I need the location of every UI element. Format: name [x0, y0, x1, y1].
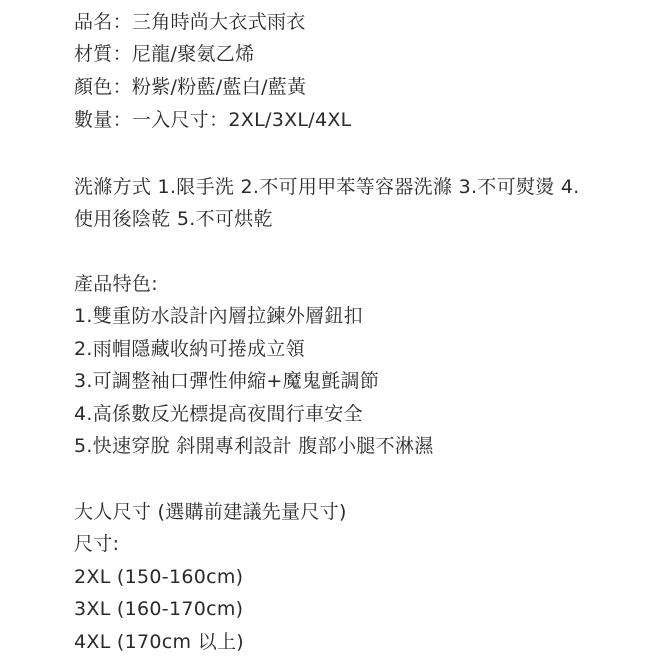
size-item-2xl: 2XL (150-160cm) [74, 566, 244, 588]
features-heading: 產品特色: [74, 273, 158, 295]
feature-item-5: 5.快速穿脫 斜開專利設計 腹部小腿不淋濕 [74, 435, 434, 457]
feature-item-3: 3.可調整袖口彈性伸縮+魔鬼氈調節 [74, 370, 380, 392]
sizes-heading: 大人尺寸 (選購前建議先量尺寸) [74, 501, 347, 523]
feature-item-1: 1.雙重防水設計內層拉鍊外層鈕扣 [74, 305, 363, 327]
washing-instructions-line-2: 使用後陰乾 5.不可烘乾 [74, 208, 273, 230]
size-item-4xl: 4XL (170cm 以上) [74, 631, 245, 653]
sizes-label: 尺寸: [74, 533, 120, 555]
feature-item-4: 4.高係數反光標提高夜間行車安全 [74, 403, 363, 425]
feature-item-2: 2.雨帽隱藏收納可捲成立領 [74, 338, 306, 360]
product-material: 材質：尼龍/聚氨乙烯 [74, 43, 255, 65]
product-colors: 顏色：粉紫/粉藍/藍白/藍黃 [74, 76, 307, 98]
size-item-3xl: 3XL (160-170cm) [74, 598, 244, 620]
product-quantity: 數量：一入尺寸：2XL/3XL/4XL [74, 109, 352, 131]
product-name: 品名：三角時尚大衣式雨衣 [74, 11, 306, 33]
washing-instructions-line-1: 洗滌方式 1.限手洗 2.不可用甲苯等容器洗滌 3.不可熨燙 4. [74, 176, 580, 198]
